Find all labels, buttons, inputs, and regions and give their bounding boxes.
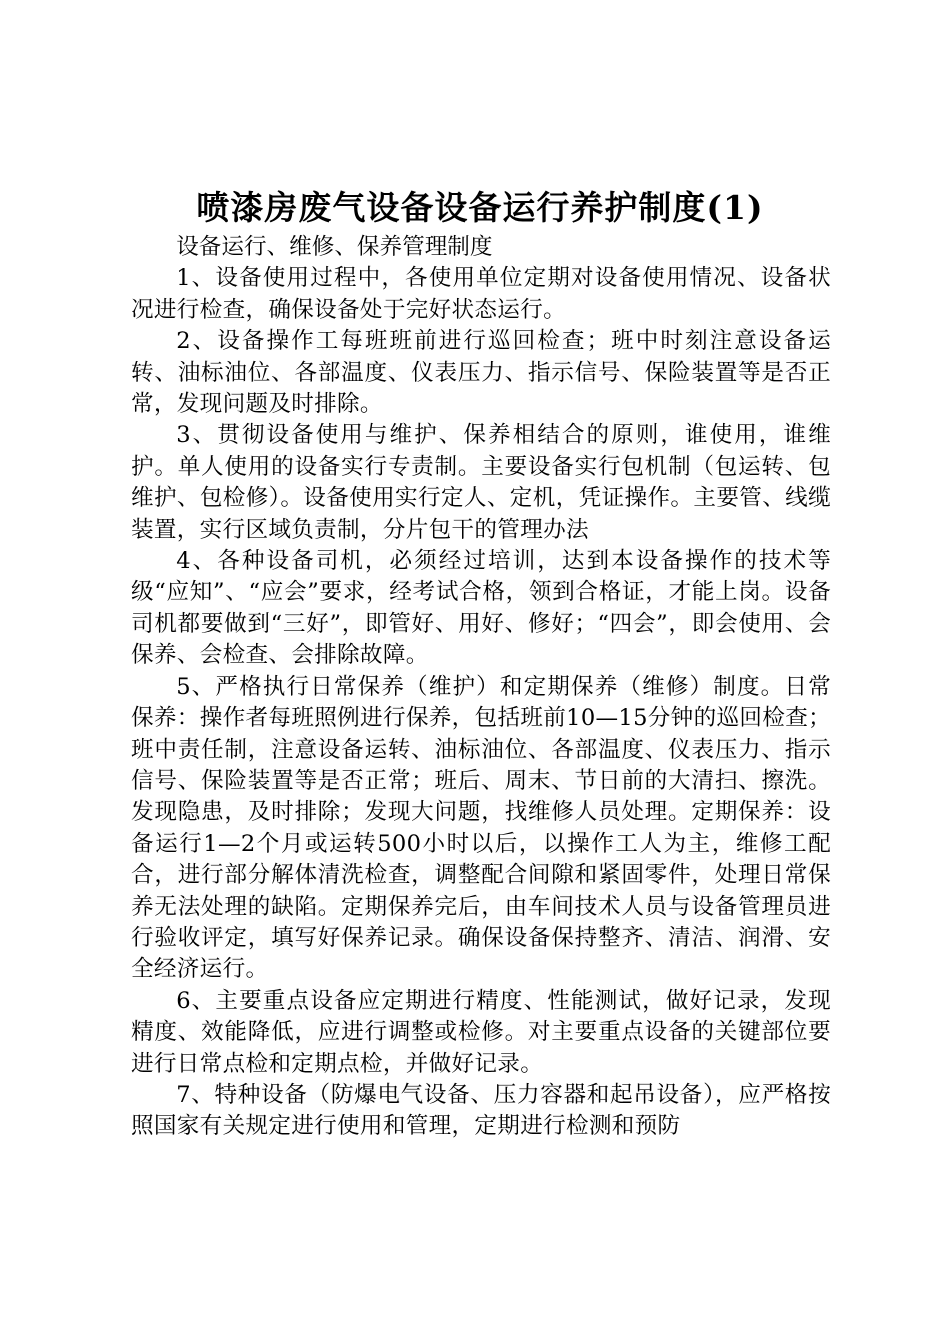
paragraph-5: 5、严格执行日常保养（维护）和定期保养（维修）制度。日常保养：操作者每班照例进行保养，包括班前10—15分钟的巡回检查；班中责任制，注意设备运转、油标油位、各部温度、仪表压力、指示信号、保险装置等是否正常；班后、周末、节日前的大清扫、擦洗。发现隐患，及时排除；发现大问题，找维修人员处理。定期保养：设备运行1—2个月或运转500小时以后，以操作工人为主，维修工配合，进行部分解体清洗检查，调整配合间隙和紧固零件，处理日常保养无法处理的缺陷。定期保养完后，由车间技术人员与设备管理员进行验收评定，填写好保养记录。确保设备保持整齐、清洁、润滑、安全经济运行。 [131,673,831,983]
document-body [131,232,831,1143]
paragraph-3: 3、贯彻设备使用与维护、保养相结合的原则，谁使用，谁维护。单人使用的设备实行专责制。主要设备实行包机制（包运转、包维护、包检修）。设备使用实行定人、定机，凭证操作。主要管、线缆装置，实行区域负责制，分片包干的管理办法 [131,422,831,543]
paragraph-1: 1、设备使用过程中，各使用单位定期对设备使用情况、设备状况进行检查，确保设备处于完好状态运行。 [131,265,831,323]
paragraph-4: 4、各种设备司机，必须经过培训，达到本设备操作的技术等级“应知”、“应会”要求，经考试合格，领到合格证，才能上岗。设备司机都要做到“三好”，即管好、用好、修好；“四会”，即会使用、会保养、会检查、会排除故障。 [131,548,831,669]
document-title: 喷漆房废气设备设备运行养护制度(1) [196,188,764,227]
document-subtitle: 设备运行、维修、保养管理制度 [176,234,493,260]
paragraph-2: 2、设备操作工每班班前进行巡回检查；班中时刻注意设备运转、油标油位、各部温度、仪表压力、指示信号、保险装置等是否正常，发现问题及时排除。 [131,328,831,418]
paragraph-6: 6、主要重点设备应定期进行精度、性能测试，做好记录，发现精度、效能降低，应进行调整或检修。对主要重点设备的关键部位要进行日常点检和定期点检，并做好记录。 [131,987,831,1077]
paragraph-7: 7、特种设备（防爆电气设备、压力容器和起吊设备），应严格按照国家有关规定进行使用和管理，定期进行检测和预防 [131,1081,831,1140]
